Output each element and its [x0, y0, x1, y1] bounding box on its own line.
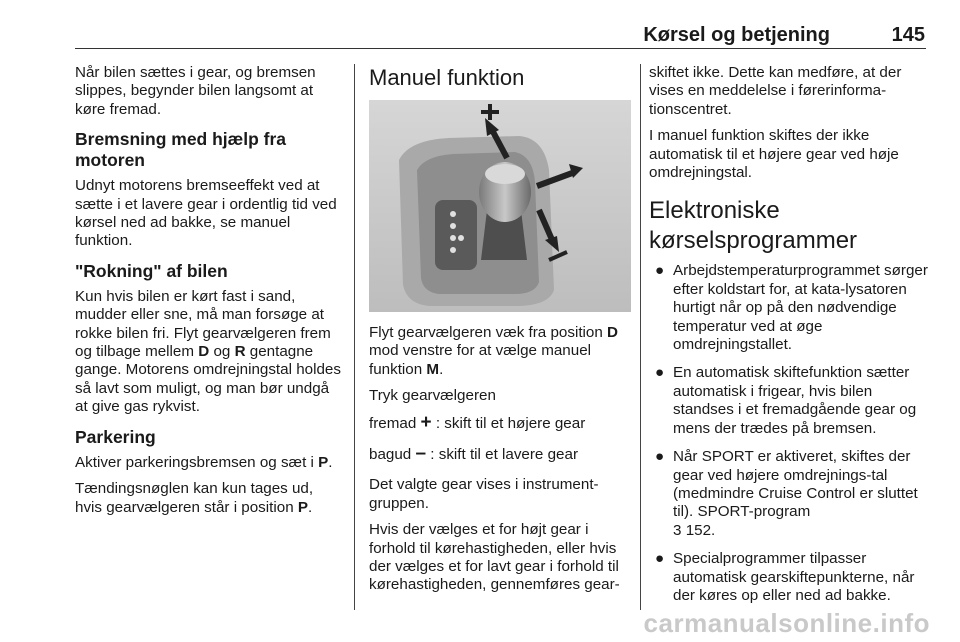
parking-text-1: [75, 454, 343, 472]
back-label: bagud: [369, 446, 412, 464]
column-divider: [354, 64, 355, 610]
column-middle: [369, 64, 633, 603]
text-run: .: [308, 498, 313, 516]
list-item-text: Arbejdstemperaturprogrammet sørger efter koldstart for, at kata-lysatoren hurtigt når op på den nødvendige temperatur ved at øge omdrejningstallet.: [673, 262, 928, 354]
text-run: og: [209, 343, 235, 361]
list-item: [649, 262, 929, 354]
bullet-icon: ●: [655, 550, 665, 568]
list-item-text: Når SPORT er aktiveret, skiftes der gear ved højere omdrejnings-tal (medmindre Cruise Control er sluttet til). SPORT-program: [673, 448, 918, 521]
text-run: .: [439, 360, 444, 378]
shift-down-text: : skift til et lavere gear: [430, 446, 578, 464]
page-number: 145: [891, 24, 925, 46]
column-right: [649, 64, 929, 615]
page-header: [75, 22, 925, 48]
gear-p-label: P: [318, 453, 329, 471]
list-item: [649, 448, 929, 540]
page-reference-icon: 3: [673, 521, 682, 539]
gear-d-label: D: [198, 343, 210, 361]
rocking-text: [75, 288, 343, 417]
engine-braking-text: Udnyt motorens bremseeffekt ved at sætte i et lavere gear i ordentlig tid ved kørsel ned ad bakke, se manuel funktion.: [75, 177, 337, 250]
minus-icon: –: [415, 443, 427, 465]
shift-down-line: [369, 445, 633, 464]
parking-text-2: [75, 480, 343, 517]
shift-up-line: [369, 411, 633, 433]
list-item: [649, 550, 929, 605]
shift-up-text: : skift til et højere gear: [435, 414, 586, 432]
list-item-text: En automatisk skiftefunktion sætter automatisk i frigear, hvis bilen standses i et fremadgående gear og mens der trædes på bremsen.: [673, 364, 917, 437]
gear-p-label: P: [297, 498, 308, 516]
bullet-icon: ●: [655, 262, 665, 280]
gear-r-label: R: [234, 343, 246, 361]
text-run: gentagne gange. Motorens omdrejningstal holdes så lavt som muligt, og man bør undgå at give gas rykvist.: [75, 343, 341, 416]
list-item: [649, 364, 929, 438]
text-run: Tændingsnøglen kan kun tages ud, hvis gearvælgeren står i position: [75, 480, 314, 516]
gear-m-label: M: [426, 360, 440, 378]
column-divider: [640, 64, 641, 610]
manual-no-upshift-text: I manuel funktion skiftes der ikke automatisk til et højere gear ved høje omdrejningstal.: [649, 127, 899, 182]
bullet-icon: ●: [655, 364, 665, 382]
heading-driving-programs: Elektroniske kørselsprogrammer: [649, 197, 858, 255]
list-item-text: Specialprogrammer tilpasser automatisk gearskiftepunkterne, når der køres op eller ned ad bakke.: [673, 550, 915, 604]
plus-icon: +: [420, 411, 432, 433]
gear-selector-illustration: [369, 100, 631, 312]
text-run: Aktiver parkeringsbremsen og sæt i: [75, 453, 319, 471]
manual-mode-text-3: Det valgte gear vises i instrument-gruppen.: [369, 476, 599, 512]
column-left: [75, 64, 343, 525]
forward-label: fremad: [369, 414, 417, 432]
gear-d-label: D: [607, 324, 619, 341]
bullet-icon: ●: [655, 448, 665, 466]
heading-rocking: "Rokning" af bilen: [75, 260, 228, 281]
manual-mode-text-2: Tryk gearvælgeren: [369, 387, 496, 405]
heading-manual-mode: Manuel funktion: [369, 65, 525, 90]
text-run: mod venstre for at vælge manuel funktion: [369, 342, 592, 378]
gear-selector-image: [369, 100, 631, 312]
heading-parking: Parkering: [75, 426, 156, 447]
manual-mode-text-1: [369, 324, 633, 379]
heading-engine-braking: Bremsning med hjælp fra motoren: [75, 129, 287, 171]
text-run: Flyt gearvælgeren væk fra position: [369, 324, 608, 341]
header-rule: [75, 48, 926, 49]
continuation-text: skiftet ikke. Dette kan medføre, at der vises en meddelelse i førerinforma-tionscentret.: [649, 64, 902, 118]
text-run: .: [328, 453, 333, 471]
section-title: Kørsel og betjening: [643, 24, 830, 46]
watermark: carmanualsonline.info: [643, 608, 930, 638]
manual-mode-text-4: Hvis der vælges et for højt gear i forhold til kørehastigheden, eller hvis der vælges et for lavt gear i forhold til kørehastigheden, gennemføres gear-: [369, 521, 620, 594]
text-run: Kun hvis bilen er kørt fast i sand, mudder eller sne, må man forsøge at rokke bilen fri. Flyt gearvælgeren frem og tilbage mellem: [75, 287, 331, 361]
page-reference-link[interactable]: 152.: [685, 521, 716, 539]
programs-list: [649, 262, 929, 605]
intro-paragraph: Når bilen sættes i gear, og bremsen slippes, begynder bilen langsomt at køre fremad.: [75, 64, 316, 118]
